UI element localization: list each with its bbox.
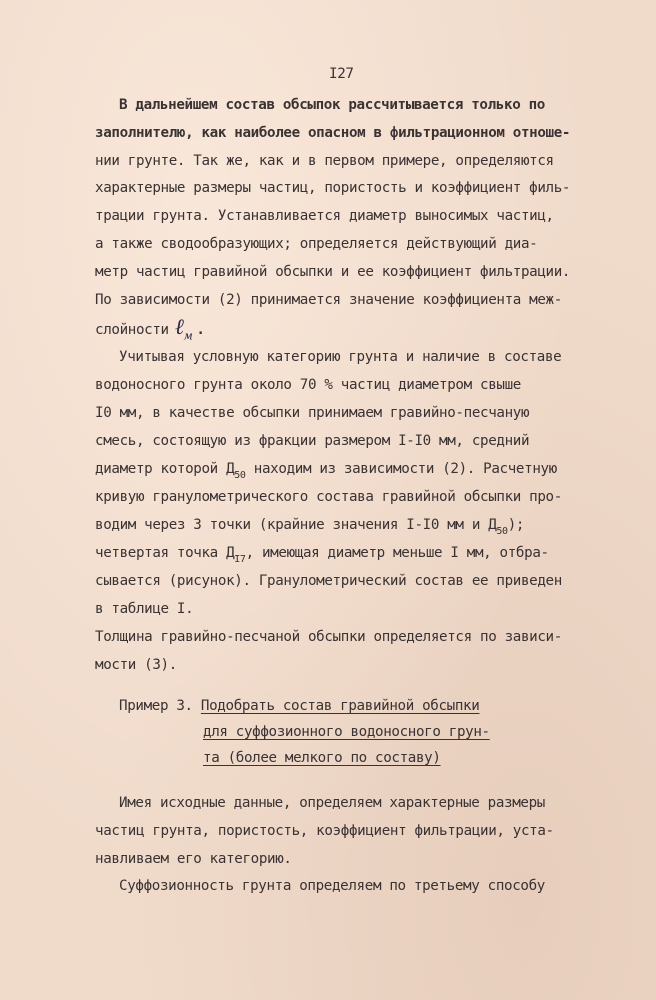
paragraph-1-end-mark: . <box>196 322 205 338</box>
paragraph-2-line-5-b: находим из зависимости (2). Расчетную <box>245 461 557 477</box>
paragraph-3-line-1: Имея исходные данные, определяем характерные размеры <box>119 795 545 811</box>
paragraph-2-line-8 <box>95 543 549 570</box>
paragraph-2-line-3: I0 мм, в качестве обсыпки принимаем гравийно-песчаную <box>95 405 530 421</box>
paragraph-1-line-9 <box>95 315 205 346</box>
paragraph-2-line-8-b: , имеющая диаметр меньше I мм, отбра- <box>245 545 549 561</box>
paragraph-3-line-3: навливаем его категорию. <box>95 851 292 867</box>
subscript-d17: I7 <box>234 554 246 565</box>
paragraph-2-line-5-a: диаметр которой Д <box>95 461 235 477</box>
paragraph-4-line-1: Суффозионность грунта определяем по третьему способу <box>119 878 545 894</box>
paragraph-2-line-11: Толщина гравийно-песчаной обсыпки определяется по зависи- <box>95 629 562 645</box>
example-3-title-line-3: та (более мелкого по составу) <box>203 750 441 766</box>
paragraph-2-line-2: водоносного грунта около 70 % частиц диаметром свыше <box>95 377 521 393</box>
paragraph-2-line-12: мости (3). <box>95 657 177 673</box>
example-3-title-line-1: Подобрать состав гравийной обсыпки <box>200 698 480 714</box>
paragraph-2-line-6: кривую гранулометрического состава гравийной обсыпки про- <box>95 489 562 505</box>
paragraph-1-line-3: нии грунте. Так же, как и в первом примере, определяются <box>95 153 554 169</box>
paragraph-2-line-10: в таблице I. <box>95 601 194 617</box>
paragraph-2-line-7 <box>95 515 524 542</box>
paragraph-1-line-6: а также сводообразующих; определяется действующий диа- <box>95 236 538 252</box>
paragraph-2-line-8-a: четвертая точка Д <box>95 545 235 561</box>
paragraph-2-line-1: Учитывая условную категорию грунта и наличие в составе <box>119 349 562 365</box>
page-number: I27 <box>329 66 354 82</box>
example-3-heading <box>119 696 479 716</box>
paragraph-2-line-7-a: водим через 3 точки (крайние значения I-I0 мм и Д <box>95 517 497 533</box>
paragraph-1-line-1: В дальнейшем состав обсыпок рассчитывается только по <box>119 97 545 113</box>
subscript-d50-2: 50 <box>496 526 508 537</box>
paragraph-1-line-2: заполнителю, как наиболее опасном в фильтрационном отноше- <box>95 125 571 141</box>
paragraph-2-line-7-b: ); <box>507 517 525 533</box>
paragraph-2-line-5 <box>95 459 557 486</box>
paragraph-1-line-5: трации грунта. Устанавливается диаметр выносимых частиц, <box>95 208 554 224</box>
example-3-title-line-2: для суффозионного водоносного грун- <box>203 724 490 740</box>
paragraph-1-line-7: метр частиц гравийной обсыпки и ее коэффициент фильтрации. <box>95 264 571 280</box>
paragraph-1-last-line-text: слойности <box>95 322 169 338</box>
paragraph-3-line-2: частиц грунта, пористость, коэффициент фильтрации, уста- <box>95 823 554 839</box>
paragraph-2-line-9: сывается (рисунок). Гранулометрический состав ее приведен <box>95 573 562 589</box>
paragraph-2-line-4: смесь, состоящую из фракции размером I-I0 мм, средний <box>95 433 530 449</box>
subscript-d50: 50 <box>234 470 246 481</box>
paragraph-1-line-8: По зависимости (2) принимается значение коэффициента меж- <box>95 292 562 308</box>
example-3-label: Пример 3. <box>119 698 201 714</box>
paragraph-1-line-4: характерные размеры частиц, пористость и коэффициент филь- <box>95 180 571 196</box>
handwritten-coefficient: ℓ$_м$ <box>174 315 193 343</box>
